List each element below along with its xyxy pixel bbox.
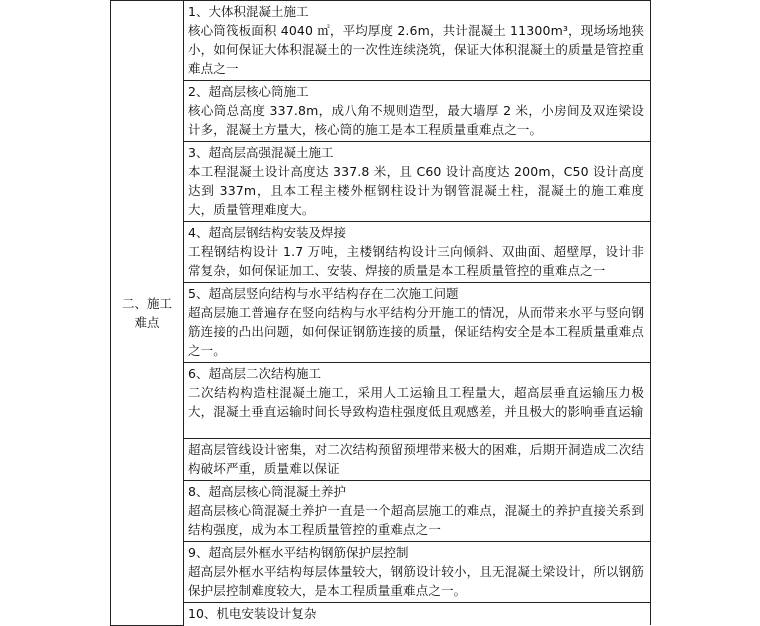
- table-row: [111, 603, 651, 626]
- item-body: 超高层施工普遍存在竖向结构与水平结构分开施工的情况，从而带来水平与竖向钢筋连接的凸出问题，如何保证钢筋连接的质量，保证结构安全是本工程质量重难点之一。: [188, 305, 644, 358]
- item-body: 本工程混凝土设计高度达 337.8 米，且 C60 设计高度达 200m，C50 设计高度达到 337m，且本工程主楼外框钢柱设计为钢管混凝土柱，混凝土的施工难度大，质量管理难度大。: [188, 164, 644, 217]
- item-title: 2、超高层核心筒施工: [188, 84, 309, 99]
- item-body: 二次结构构造柱混凝土施工，采用人工运输且工程量大，超高层垂直运输压力极大，混凝土垂直运输时间长导致构造柱强度低且观感差，并且极大的影响垂直运输: [188, 385, 644, 419]
- item-body: 核心筒筏板面积 4040 ㎡，平均厚度 2.6m，共计混凝土 11300m³，现场场地狭小，如何保证大体积混凝土的一次性连续浇筑，保证大体积混凝土的质量是管控重难点之一: [188, 23, 644, 76]
- item-body: 超高层核心筒混凝土养护一直是一个超高层施工的难点，混凝土的养护直接关系到结构强度，成为本工程质量管控的重难点之一: [188, 503, 644, 537]
- item-cell-4: [184, 222, 651, 283]
- item-cell-1: [184, 1, 651, 81]
- item-cell-10: [184, 603, 651, 626]
- item-title: 5、超高层竖向结构与水平结构存在二次施工问题: [188, 286, 459, 301]
- table-row: [111, 1, 651, 81]
- item-cell-7: [184, 439, 651, 481]
- difficulties-table: [110, 0, 651, 626]
- table-row: [111, 439, 651, 481]
- item-cell-6: [184, 363, 651, 439]
- table-row: [111, 81, 651, 142]
- item-cell-3: [184, 142, 651, 222]
- table-row: [111, 142, 651, 222]
- item-cell-8: [184, 481, 651, 542]
- table-row: [111, 222, 651, 283]
- item-body: 核心筒总高度 337.8m，成八角不规则造型，最大墙厚 2 米，小房间及双连梁设计多，混凝土方量大，核心筒的施工是本工程质量重难点之一。: [188, 103, 644, 137]
- table-row: [111, 363, 651, 439]
- item-body: 超高层外框水平结构每层体量较大，钢筋设计较小，且无混凝土梁设计，所以钢筋保护层控制难度较大，是本工程质量重难点之一。: [188, 564, 644, 598]
- category-cell: [111, 1, 184, 626]
- item-title: 10、机电安装设计复杂: [188, 606, 317, 621]
- item-title: 4、超高层钢结构安装及焊接: [188, 225, 346, 240]
- item-body: 工程钢结构设计 1.7 万吨，主楼钢结构设计三向倾斜、双曲面、超壁厚，设计非常复杂，如何保证加工、安装、焊接的质量是本工程质量管控的重难点之一: [188, 244, 644, 278]
- item-title: 8、超高层核心筒混凝土养护: [188, 484, 346, 499]
- table-row: [111, 283, 651, 363]
- table-row: [111, 542, 651, 603]
- item-cell-9: [184, 542, 651, 603]
- item-body: 超高层管线设计密集，对二次结构预留预埋带来极大的困难，后期开洞造成二次结构破坏严重，质量难以保证: [188, 442, 644, 476]
- item-title: 9、超高层外框水平结构钢筋保护层控制: [188, 545, 409, 560]
- item-title: 6、超高层二次结构施工: [188, 366, 321, 381]
- category-label: 二、施工 难点: [121, 295, 172, 330]
- item-cell-5: [184, 283, 651, 363]
- table-row: [111, 481, 651, 542]
- item-title: 1、大体积混凝土施工: [188, 4, 309, 19]
- item-title: 3、超高层高强混凝土施工: [188, 145, 334, 160]
- item-cell-2: [184, 81, 651, 142]
